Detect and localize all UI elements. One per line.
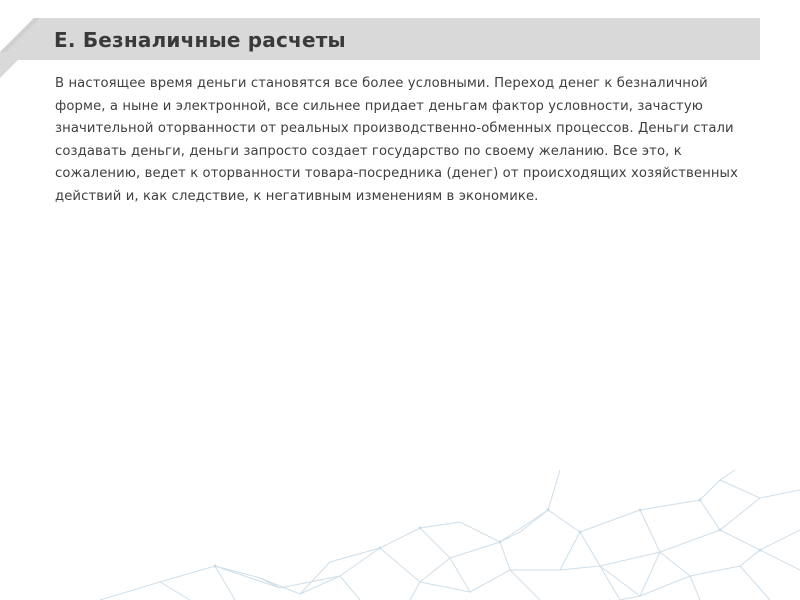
network-graphic [0, 470, 800, 600]
body-paragraph: В настоящее время деньги становятся все более условными. Переход денег к безналичной форме, а ныне и электронной, все сильнее придает деньгам фактор условности, зачастую значительной оторванности от реальных производственно-обменных процессов. Деньги стали создавать деньги, деньги запросто создает государство по своему желанию. Все это, к сожалению, ведет к оторванности товара-посредника (денег) от происходящих хозяйственных действий и, как следствие, к негативным изменениям в экономике. [55, 76, 738, 204]
slide-title: Е. Безналичные расчеты [54, 28, 346, 52]
polygon-network-decoration [0, 470, 800, 600]
